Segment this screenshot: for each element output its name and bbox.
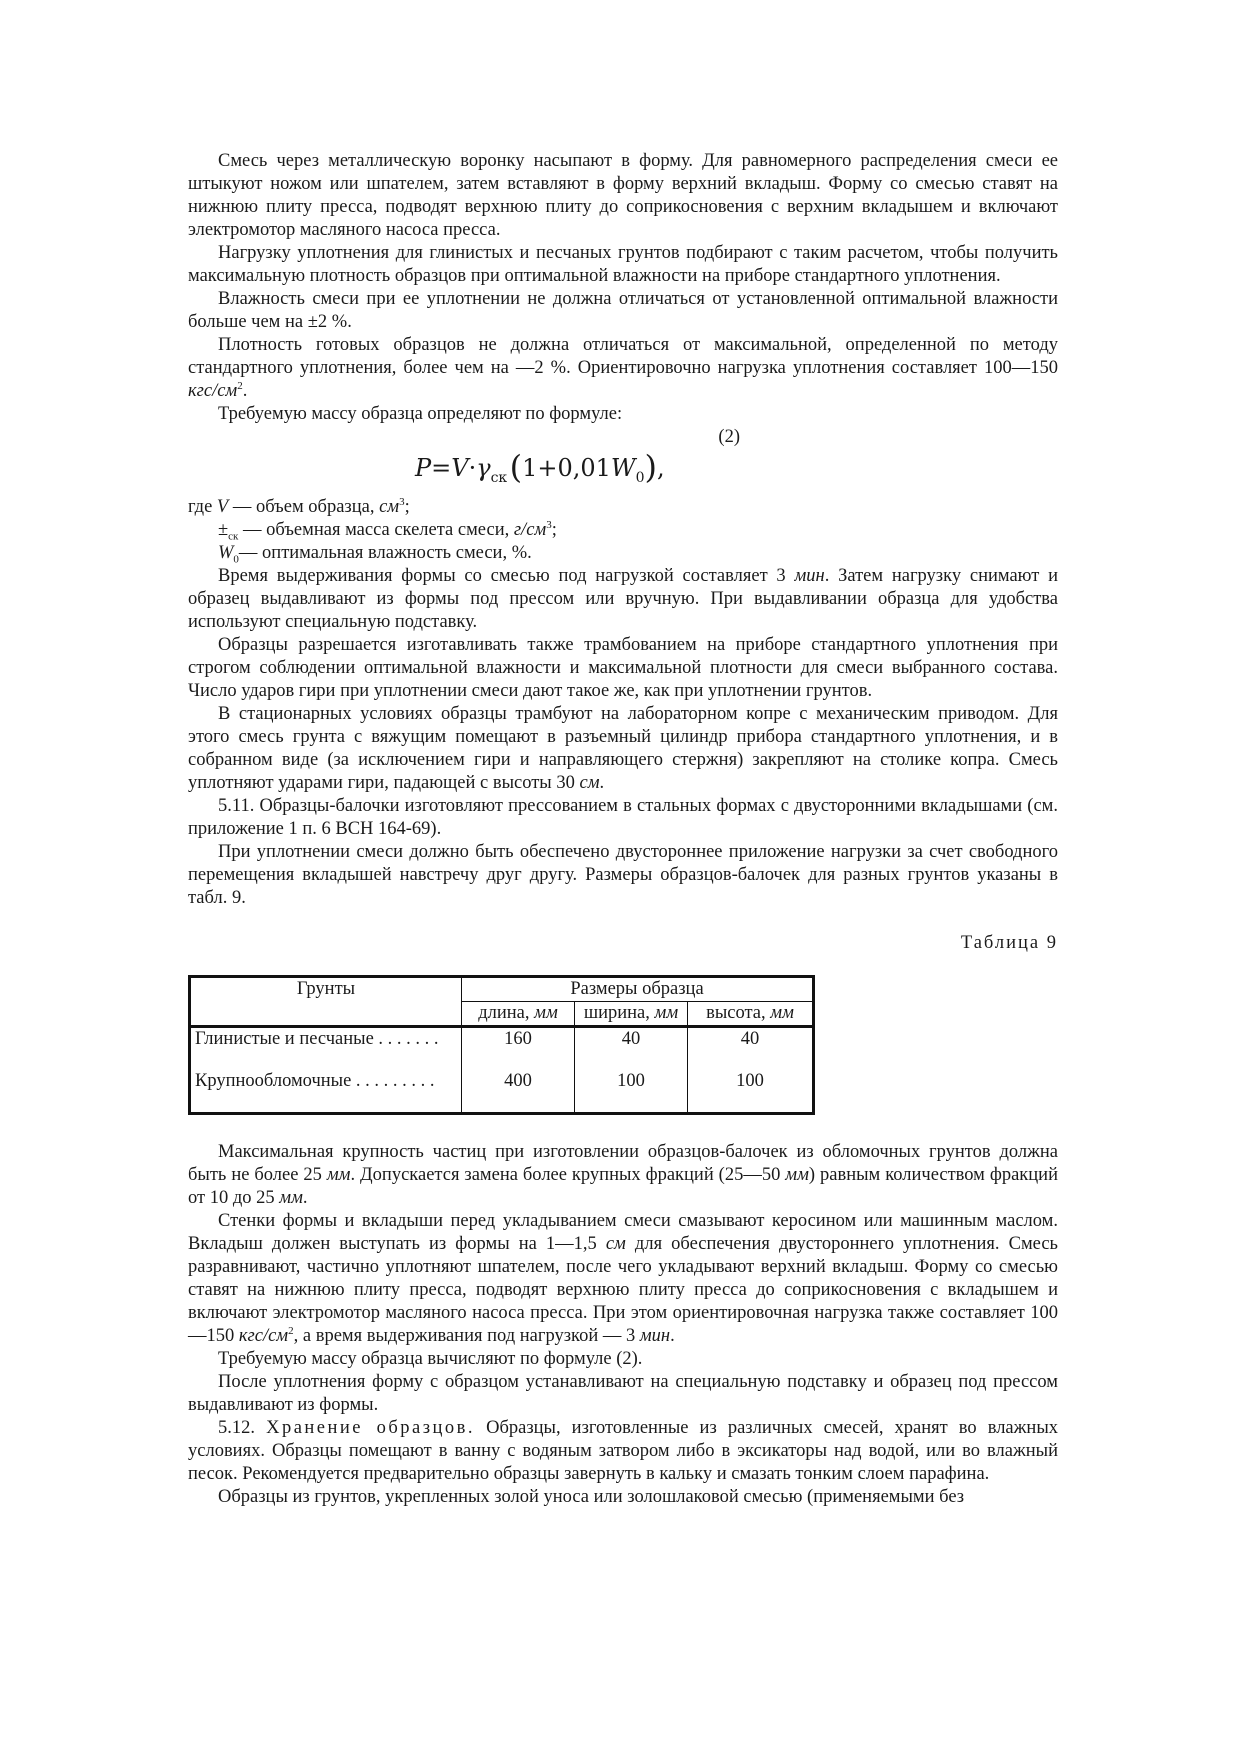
unit: мин [639,1326,671,1346]
unit: мм [654,1003,679,1023]
symbol: V [216,497,229,517]
text-run: Максимальная крупность частиц при изготовлении образцов-балочек из обломочных грунтов должна быть не более 25 [188,1142,1058,1185]
paragraph-walls [188,1210,1058,1348]
cell-length: 160 [462,1027,575,1071]
subscript: 0 [233,553,239,566]
formula-symbol: V [451,454,469,482]
unit: см [579,773,600,793]
formula-paren: ( [509,448,523,486]
text-run: где [188,497,217,517]
definition-w [188,542,1058,565]
unit: мм [326,1165,351,1185]
paragraph: Влажность смеси при ее уплотнении не должна отличаться от установленной оптимальной влажности больше чем на ±2 %. [188,289,1058,332]
text-run: Стенки формы и вкладыши перед укладыванием смеси смазывают керосином или машинным маслом. Вкладыш должен выступать из формы на 1—1,5 [188,1211,1058,1254]
unit: мм [770,1003,794,1023]
table-row [190,1027,814,1071]
unit: мм [785,1165,809,1185]
superscript: 2 [237,379,243,392]
paragraph: Образцы разрешается изготавливать также трамбованием на приборе стандартного уплотнения при строгом соблюдении оптимальной влажности и максимальной плотности для смеси выбранного состава. Число ударов гири при уплотнении смеси дают такое же, как при уплотнении грунтов. [188,635,1058,701]
document-page [188,150,1058,1509]
cell-soil-name: Крупнообломочные . . . . . . . . . [190,1070,462,1114]
formula-paren: ) [644,448,657,486]
formula-subscript: ск [490,470,508,486]
unit: кгс/см [188,381,238,401]
symbol: ± [218,520,229,540]
formula-symbol: · [468,454,477,482]
paragraph-5-12 [188,1417,1058,1486]
text-run: — объем образца, [228,497,380,517]
unit: г/см [513,520,547,540]
column-header-height [688,1002,814,1027]
text-run: — объемная масса скелета смеси, [238,520,514,540]
cell-length: 400 [462,1070,575,1114]
header-text: высота, [706,1003,771,1023]
definition-v [188,496,1058,519]
formula-symbol: P [415,454,432,482]
text-run: . [302,1188,308,1208]
formula-symbol: 1+0,01 [522,454,611,482]
unit: кгс/см [238,1326,289,1346]
paragraph: Нагрузку уплотнения для глинистых и песчаных грунтов подбирают с таким расчетом, чтобы получить максимальную плотность образцов при оптимальной влажности на приборе стандартного уплотнения. [188,243,1058,286]
header-text: длина, [478,1003,535,1023]
table-row [190,1070,814,1114]
text-run: . Допускается замена более крупных фракций (25—50 [350,1165,786,1185]
paragraph-hold-time [188,565,1058,634]
text-run: . Затем нагрузку снимают и образец выдавливают из формы под прессом или вручную. При выдавливании образца для удобства используют специальную подставку. [188,566,1058,632]
paragraph: После уплотнения форму с образцом устанавливают на специальную подставку и образец под прессом выдавливают из формы. [188,1372,1058,1415]
unit: мм [534,1003,558,1023]
text-run: Плотность готовых образцов не должна отличаться от максимальной, определенной по методу стандартного уплотнения, более чем на —2 %. Ориентировочно нагрузка уплотнения составляет 100—150 [188,335,1058,378]
text-run: . [242,381,248,401]
text-run: В стационарных условиях образцы трамбуют на лабораторном копре с механическим приводом. Для этого смесь грунта с вяжущим помещают в разъемный цилиндр прибора стандартного уплотнения, и в собранном виде (за исключением гири и направляющего стержня) закрепляют на столике копра. Смесь уплотняют ударами гири, падающей с высоты 30 [188,704,1058,793]
table-9 [188,975,815,1115]
unit: мм [279,1188,303,1208]
text-run: Время выдерживания формы со смесью под нагрузкой составляет 3 [218,566,795,586]
cell-soil-name: Глинистые и песчаные . . . . . . . [190,1027,462,1071]
section-title: Хранение образцов. [266,1418,476,1438]
text-run: Образцы, изготовленные из различных смесей, хранят во влажных условиях. Образцы помещают в ванну с водяным затвором либо в эксикаторы над водой, или во влажный песок. Рекомендуется предварительно образцы завернуть в кальку и смазать тонким слоем парафина. [188,1418,1059,1484]
cell-height: 40 [688,1027,814,1071]
column-header-length [462,1002,575,1027]
unit: см [379,497,400,517]
paragraph: Смесь через металлическую воронку насыпают в форму. Для равномерного распределения смеси ее штыкуют ножом или шпателем, затем вставляют в форму верхний вкладыш. Форму со смесью ставят на нижнюю плиту пресса, подводят верхнюю плиту до соприкосновения с верхним вкладышем и включают электромотор масляного насоса пресса. [188,151,1058,240]
text-run: ; [404,497,410,517]
unit: мин [794,566,825,586]
text-run: ) равным количеством фракций от 10 до 25 [188,1165,1058,1208]
table-caption: Таблица 9 [960,933,1058,953]
formula-subscript: 0 [635,470,645,486]
cell-width: 100 [575,1070,688,1114]
paragraph-5-11: 5.11. Образцы-балочки изготовляют прессованием в стальных формах с двусторонними вкладышами (см. приложение 1 п. 6 ВСН 164-69). [188,796,1058,839]
formula [415,448,665,489]
cell-height: 100 [688,1070,814,1114]
formula-symbol: γ [476,454,491,482]
cell-width: 40 [575,1027,688,1071]
superscript: 3 [546,518,552,531]
paragraph: При уплотнении смеси должно быть обеспечено двустороннее приложение нагрузки за счет свободного перемещения вкладышей навстречу друг другу. Размеры образцов-балочек для разных грунтов указаны в табл. 9. [188,842,1058,908]
formula-symbol: W [610,454,636,482]
formula-block [188,426,1058,496]
symbol: W [218,543,234,563]
text-run: — оптимальная влажность смеси, %. [238,543,532,563]
formula-symbol: = [431,454,452,482]
section-number: 5.12. [218,1418,267,1438]
paragraph-stationary [188,703,1058,795]
unit: см [605,1234,626,1254]
equation-number: (2) [718,427,740,447]
header-text: ширина, [583,1003,655,1023]
formula-intro: Требуемую массу образца определяют по формуле: [218,404,623,424]
formula-symbol: , [656,454,665,482]
definition-gamma [188,519,1058,542]
column-header-width [575,1002,688,1027]
paragraph-max-size [188,1141,1058,1210]
paragraph: Требуемую массу образца вычисляют по формуле (2). [218,1349,643,1369]
superscript: 3 [399,495,405,508]
subscript: ск [228,530,239,543]
text-run: . [670,1326,675,1346]
text-run: для обеспечения двустороннего уплотнения. Смесь разравнивают, частично уплотняют шпателем, после чего укладывают верхний вкладыш. Форму со смесью ставят на нижнюю плиту пресса, подводят верхнюю плиту пресса до соприкосновения с вкладышем и включают электромотор масляного насоса пресса. При этом ориентировочная нагрузка также составляет 100—150 [188,1234,1058,1346]
superscript: 2 [288,1324,294,1337]
text-run: . [599,773,605,793]
text-run: ; [551,520,557,540]
column-header-soils: Грунты [190,977,462,1027]
paragraph-last: Образцы из грунтов, укрепленных золой уноса или золошлаковой смесью (применяемыми без [218,1487,965,1507]
text-run: , а время выдерживания под нагрузкой — 3 [293,1326,640,1346]
column-header-sizes: Размеры образца [462,977,814,1002]
paragraph-density [188,334,1058,403]
